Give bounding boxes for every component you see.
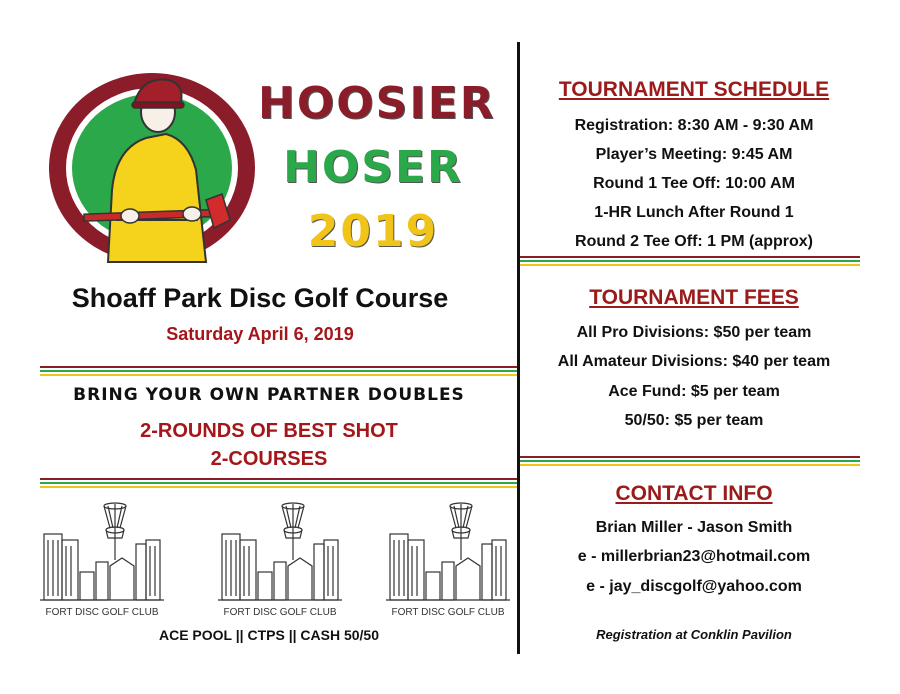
disc-golf-basket-icon: [450, 503, 472, 560]
decorative-stripe: [520, 456, 860, 468]
club-logo-label: FORT DISC GOLF CLUB: [45, 607, 159, 618]
club-logo: [40, 500, 164, 618]
schedule-item: Round 1 Tee Off: 10:00 AM: [593, 175, 795, 192]
schedule-item: Player’s Meeting: 9:45 AM: [595, 146, 793, 163]
registration-note: Registration at Conklin Pavilion: [596, 627, 792, 642]
schedule-item: 1-HR Lunch After Round 1: [594, 204, 794, 221]
fee-item: All Pro Divisions: $50 per team: [576, 324, 812, 341]
club-logo: [218, 500, 342, 618]
city-skyline-icon: [40, 500, 164, 604]
event-title-line1: HOOSIER: [258, 78, 496, 129]
city-skyline-icon: [386, 500, 510, 604]
format-heading: BRING YOUR OWN PARTNER DOUBLES: [73, 385, 465, 405]
schedule-item: Round 2 Tee Off: 1 PM (approx): [575, 233, 813, 250]
city-skyline-icon: [218, 500, 342, 604]
rounds-text: 2-ROUNDS OF BEST SHOT: [140, 420, 398, 442]
contact-email-link[interactable]: e - millerbrian23@hotmail.com: [577, 548, 811, 565]
fees-heading: TOURNAMENT FEES: [589, 286, 799, 309]
decorative-stripe: [40, 366, 517, 378]
club-logo-label: FORT DISC GOLF CLUB: [391, 607, 505, 618]
decorative-stripe: [40, 478, 517, 490]
decorative-stripe: [520, 256, 860, 268]
course-name: Shoaff Park Disc Golf Course: [71, 283, 449, 313]
courses-text: 2-COURSES: [210, 448, 328, 470]
schedule-heading: TOURNAMENT SCHEDULE: [558, 78, 830, 101]
fee-item: 50/50: $5 per team: [624, 412, 764, 429]
contact-email-link[interactable]: e - jay_discgolf@yahoo.com: [586, 578, 802, 595]
disc-golf-basket-icon: [104, 503, 126, 560]
firefighter-logo-icon: [46, 70, 258, 271]
schedule-item: Registration: 8:30 AM - 9:30 AM: [574, 117, 814, 134]
club-logo-label: FORT DISC GOLF CLUB: [223, 607, 337, 618]
contact-names: Brian Miller - Jason Smith: [595, 519, 793, 536]
club-logo: [386, 500, 510, 618]
event-date: Saturday April 6, 2019: [166, 324, 354, 344]
fee-item: All Amateur Divisions: $40 per team: [557, 353, 831, 370]
event-title-line2: HOSER: [283, 142, 463, 193]
event-title-line3: 2019: [307, 206, 439, 257]
extras-text: ACE POOL || CTPS || CASH 50/50: [158, 627, 380, 643]
contact-heading: CONTACT INFO: [615, 482, 773, 505]
disc-golf-basket-icon: [282, 503, 304, 560]
vertical-divider: [517, 42, 520, 654]
fee-item: Ace Fund: $5 per team: [608, 383, 780, 400]
